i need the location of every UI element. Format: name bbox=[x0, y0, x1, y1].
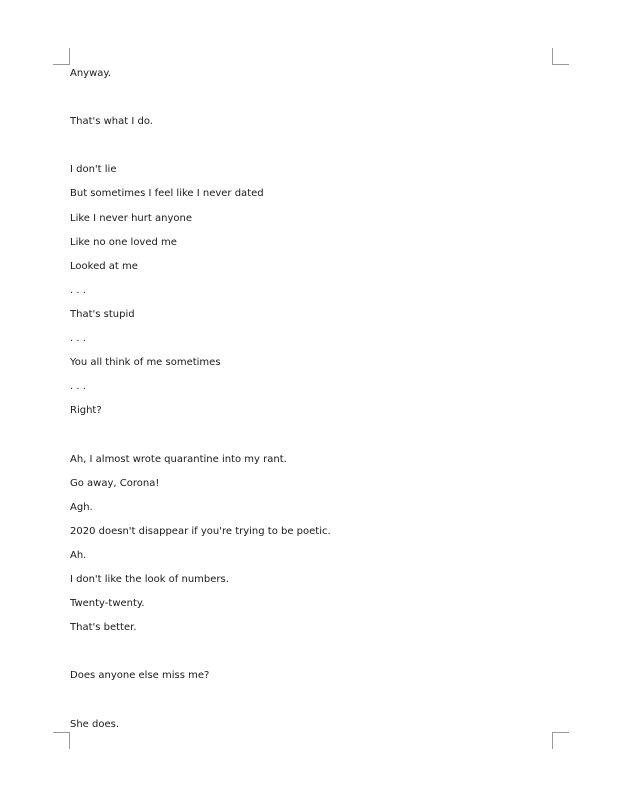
text-line: Ah. bbox=[70, 549, 87, 561]
margin-mark-top-left bbox=[53, 48, 70, 65]
ellipsis-line: . . . bbox=[70, 333, 86, 345]
text-line: Looked at me bbox=[70, 260, 138, 272]
margin-mark-top-right bbox=[552, 48, 569, 65]
text-line: That's better. bbox=[70, 622, 137, 634]
text-line: Ah, I almost wrote quarantine into my rant. bbox=[70, 453, 287, 465]
text-line: Twenty-twenty. bbox=[70, 598, 145, 610]
ellipsis-line: . . . bbox=[70, 284, 86, 296]
text-line: But sometimes I feel like I never dated bbox=[70, 188, 264, 200]
empty-line bbox=[70, 644, 540, 668]
margin-mark-bottom-right bbox=[552, 732, 569, 749]
text-line: That's stupid bbox=[70, 308, 135, 320]
empty-line bbox=[70, 138, 540, 162]
text-line: Like no one loved me bbox=[70, 236, 177, 248]
text-line: I don't lie bbox=[70, 164, 117, 176]
empty-line bbox=[70, 427, 540, 451]
text-line: Anyway. bbox=[70, 68, 112, 79]
empty-line bbox=[70, 692, 540, 716]
text-line: 2020 doesn't disappear if you're trying to be poetic. bbox=[70, 525, 331, 537]
ellipsis-line: . . . bbox=[70, 381, 86, 393]
text-line: Agh. bbox=[70, 501, 93, 513]
empty-line bbox=[70, 90, 540, 114]
text-line: Does anyone else miss me? bbox=[70, 670, 210, 682]
text-line: I don't like the look of numbers. bbox=[70, 573, 229, 585]
text-line: She does. bbox=[70, 718, 120, 730]
text-line: Go away, Corona! bbox=[70, 477, 160, 489]
document-body[interactable] bbox=[70, 66, 540, 741]
text-line: Like I never hurt anyone bbox=[70, 212, 192, 224]
text-line: Right? bbox=[70, 405, 102, 417]
text-line: That's what I do. bbox=[70, 116, 153, 128]
margin-mark-bottom-left bbox=[53, 732, 70, 749]
text-line: You all think of me sometimes bbox=[70, 357, 221, 369]
